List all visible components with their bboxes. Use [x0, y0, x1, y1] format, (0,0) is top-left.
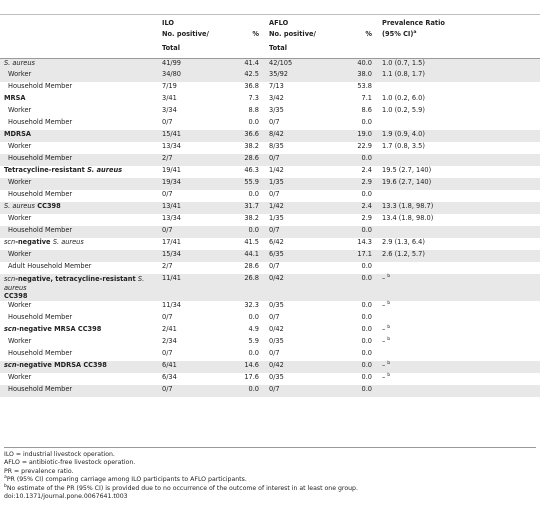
ilo-positive-total: 13/34: [162, 214, 182, 222]
prevalence-ratio-value: 1.0 (0.7, 1.5): [382, 58, 425, 67]
row-label-text: S. aureus: [4, 58, 35, 67]
row-label-italic-2: S. aureus: [4, 275, 145, 292]
table-row: [0, 373, 540, 385]
prevalence-ratio-cell: [378, 250, 540, 262]
footnote-a-sup: a: [4, 475, 7, 481]
aflo-positive-total: 35/92: [265, 70, 351, 82]
aflo-positive-total: 1/35: [269, 214, 284, 222]
row-label-text: Worker: [8, 106, 32, 114]
aflo-percent: 22.9: [357, 142, 372, 150]
table-row: [0, 118, 540, 130]
aflo-percent: 0.0: [361, 190, 372, 198]
row-label-text: MDRSA: [4, 130, 31, 138]
row-label-tail: -negative: [15, 238, 53, 246]
table-row: [0, 262, 540, 274]
aflo-percent: 2.4: [361, 166, 372, 174]
header-aflo-percent: %: [365, 30, 372, 38]
aflo-positive-total: 0/7: [265, 226, 351, 238]
header-ci-sup: a: [413, 29, 417, 35]
table-row: [0, 178, 540, 190]
footnote-b-text: No estimate of the PR (95% CI) is provided due to no occurrence of the outcome of interest in at least one group.: [6, 484, 358, 492]
row-label: [0, 130, 158, 142]
aflo-percent: 0.0: [361, 312, 372, 321]
aflo-percent: 0.0: [351, 385, 378, 397]
table-row: [0, 58, 540, 70]
ilo-percent: 0.0: [248, 190, 259, 198]
aflo-percent: 2.9: [361, 214, 372, 222]
ilo-percent: 8.8: [248, 106, 259, 114]
row-label-text: Worker: [8, 142, 32, 150]
header-row-1: [0, 14, 540, 30]
prevalence-ratio-value: 19.6 (2.7, 140): [382, 178, 432, 186]
table-row: [0, 94, 540, 106]
row-label-text: Tetracycline-resistant: [4, 166, 88, 174]
footnote-a-text: PR (95% CI) comparing carriage among ILO participants to AFLO participants.: [6, 476, 247, 484]
table-row: [0, 274, 540, 301]
prevalence-ratio-cell: [378, 226, 540, 238]
row-label-tail-2: CC398: [4, 292, 28, 301]
top-spacer: [0, 0, 540, 14]
row-label-tail: -negative MDRSA CC398: [16, 360, 107, 369]
ilo-percent: 7.3: [248, 94, 259, 102]
ilo-percent: 42.5: [238, 70, 265, 82]
row-label-text: Worker: [8, 336, 32, 345]
prevalence-ratio-cell: [378, 118, 540, 130]
row-label: [0, 214, 158, 226]
aflo-positive-total: 8/42: [265, 130, 351, 142]
aflo-positive-total: 3/42: [269, 94, 284, 102]
aflo-positive-total: 0/35: [269, 336, 284, 345]
table-row: [0, 106, 540, 118]
table-row: [0, 82, 540, 94]
header-aflo-total: Total: [269, 44, 288, 52]
row-label: [0, 238, 158, 250]
prevalence-ratio-sup: b: [387, 273, 391, 279]
ilo-positive-total: 6/34: [162, 372, 177, 381]
ilo-percent: 44.1: [238, 250, 265, 262]
aflo-positive-total: 0/42: [269, 324, 284, 333]
footnote-ilo: ILO = industrial livestock operation.: [4, 451, 115, 458]
table-row: [0, 190, 540, 202]
ilo-positive-total: 3/41: [162, 94, 177, 102]
prevalence-ratio-value: 19.5 (2.7, 140): [382, 166, 432, 174]
aflo-percent: 7.1: [361, 94, 372, 102]
aflo-positive-total: 1/35: [265, 178, 351, 190]
table-row: [0, 337, 540, 349]
ilo-positive-total: 19/41: [162, 166, 182, 174]
prevalence-ratio-cell: [378, 385, 540, 397]
ilo-positive-total: 15/41: [158, 130, 238, 142]
aflo-positive-total: 0/7: [269, 348, 280, 357]
row-label-italic: scn: [4, 238, 16, 246]
ilo-percent: 5.9: [248, 336, 259, 345]
row-label-text: Worker: [8, 250, 32, 258]
header-row-2: [0, 30, 540, 44]
row-label-italic: scn: [4, 275, 16, 283]
prevalence-ratio-cell: [378, 166, 540, 178]
table-footnotes: [4, 447, 536, 501]
header-row-3: [0, 44, 540, 58]
row-label-text: Household Member: [8, 384, 73, 393]
row-label-text: Worker: [8, 214, 32, 222]
aflo-positive-total: 0/7: [269, 312, 280, 321]
ilo-percent: 26.8: [238, 274, 265, 301]
header-ci: [378, 30, 540, 44]
table-row: [0, 301, 540, 313]
prevalence-ratio-cell: [378, 313, 540, 325]
prevalence-ratio-cell: [378, 274, 540, 301]
row-label-italic: scn: [4, 324, 17, 333]
row-label: [0, 325, 158, 337]
row-label-text: Household Member: [8, 154, 73, 162]
aflo-positive-total: 0/42: [265, 274, 351, 301]
aflo-percent: 0.0: [351, 154, 378, 166]
prevalence-ratio-cell: [378, 142, 540, 154]
ilo-positive-total: 2/7: [158, 154, 238, 166]
ilo-positive-total: 0/7: [158, 385, 238, 397]
ilo-positive-total: 19/34: [158, 178, 238, 190]
ilo-percent: 55.9: [238, 178, 265, 190]
prevalence-ratio-cell: [378, 106, 540, 118]
row-label-text: Worker: [8, 300, 32, 309]
ilo-positive-total: 17/41: [162, 238, 182, 246]
table-row: [0, 166, 540, 178]
aflo-positive-total: 3/35: [269, 106, 284, 114]
row-label-tail: -negative MRSA CC398: [16, 324, 102, 333]
row-label: [0, 301, 158, 313]
prevalence-ratio-value: 1.9 (0.9, 4.0): [382, 130, 425, 138]
ilo-percent: 46.3: [244, 166, 259, 174]
ilo-positive-total: 2/41: [162, 324, 177, 333]
ilo-percent: 14.6: [238, 361, 265, 373]
row-label-tail: CC398: [34, 202, 61, 210]
prevalence-ratio-cell: [378, 301, 540, 313]
ilo-percent: 36.8: [244, 82, 259, 90]
table-row: [0, 130, 540, 142]
row-label: [0, 118, 158, 130]
ilo-positive-total: 41/99: [158, 58, 238, 70]
ilo-percent: 28.6: [238, 154, 265, 166]
ilo-percent: 41.4: [238, 58, 265, 70]
row-label: [0, 202, 158, 214]
row-label-italic: S. aureus: [4, 202, 35, 210]
row-label-text: Adult Household Member: [8, 262, 92, 270]
prevalence-ratio-value: –: [382, 324, 386, 333]
header-ci-text: (95% CI): [382, 30, 414, 38]
table-row: [0, 349, 540, 361]
aflo-positive-total: 0/7: [269, 190, 280, 198]
prevalence-ratio-cell: [378, 349, 540, 361]
aflo-percent: 40.0: [351, 58, 378, 70]
row-label: [0, 82, 158, 94]
aflo-positive-total: 8/35: [269, 142, 284, 150]
prevalence-ratio-value: –: [382, 300, 386, 309]
row-label: [0, 178, 158, 190]
ilo-percent: 38.2: [244, 214, 259, 222]
prevalence-ratio-cell: [378, 70, 540, 82]
row-label-italic: S. aureus: [87, 166, 123, 174]
aflo-percent: 0.0: [361, 118, 372, 126]
ilo-percent: 28.6: [244, 262, 259, 270]
header-aflo-no-positive: No. positive/: [269, 30, 316, 38]
aflo-percent: 19.0: [351, 130, 378, 142]
row-label: [0, 94, 158, 106]
prevalence-ratio-value: 2.9 (1.3, 6.4): [382, 238, 425, 246]
row-label-text: Worker: [8, 178, 32, 186]
ilo-positive-total: 11/41: [158, 274, 238, 301]
prevalence-ratio-sup: b: [387, 324, 391, 330]
prevalence-ratio-cell: [378, 58, 540, 70]
footnote-aflo: AFLO = antibiotic-free livestock operation.: [4, 459, 136, 467]
prevalence-ratio-value: 13.4 (1.8, 98.0): [382, 214, 434, 222]
ilo-percent: 0.0: [248, 348, 259, 357]
aflo-percent: 2.4: [351, 202, 378, 214]
aflo-positive-total: 0/7: [269, 118, 280, 126]
header-ilo-total: Total: [162, 44, 181, 52]
row-label: [0, 385, 158, 397]
aflo-positive-total: 0/35: [269, 300, 284, 309]
row-label-italic-2: S. aureus: [52, 238, 84, 246]
ilo-positive-total: 34/80: [158, 70, 238, 82]
footnote-a: [4, 476, 536, 484]
row-label-text: Household Member: [8, 118, 73, 126]
aflo-percent: 0.0: [351, 361, 378, 373]
prevalence-ratio-cell: [378, 262, 540, 274]
row-label-text: Household Member: [8, 348, 73, 357]
prevalence-ratio-sup: b: [387, 372, 391, 378]
ilo-positive-total: 0/7: [162, 348, 173, 357]
prevalence-ratio-cell: [378, 154, 540, 166]
prevalence-ratio-value: 2.6 (1.2, 5.7): [382, 250, 425, 258]
ilo-positive-total: 3/34: [162, 106, 177, 114]
prevalence-ratio-value: –: [382, 360, 386, 369]
prevalence-ratio-cell: [378, 337, 540, 349]
aflo-percent: 0.0: [351, 226, 378, 238]
aflo-percent: 14.3: [357, 238, 372, 246]
row-label-text: Household Member: [8, 82, 73, 90]
ilo-positive-total: 13/34: [162, 142, 182, 150]
table-row: [0, 361, 540, 373]
prevalence-ratio-cell: [378, 178, 540, 190]
header-aflo: AFLO: [269, 18, 289, 27]
prevalence-ratio-sup: b: [387, 300, 391, 306]
ilo-percent: 38.2: [244, 142, 259, 150]
ilo-percent: 0.0: [238, 226, 265, 238]
ilo-positive-total: 0/7: [162, 190, 173, 198]
aflo-positive-total: 0/7: [265, 385, 351, 397]
footnote-b: [4, 485, 536, 493]
table-row: [0, 250, 540, 262]
prevalence-ratio-value: –: [382, 372, 386, 381]
ilo-positive-total: 0/7: [158, 226, 238, 238]
aflo-positive-total: 7/13: [269, 82, 284, 90]
aflo-percent: 0.0: [361, 336, 372, 345]
row-label-tail: -negative, tetracycline-resistant: [15, 275, 138, 283]
aflo-percent: 0.0: [361, 262, 372, 270]
aflo-percent: 0.0: [361, 348, 372, 357]
table-row: [0, 385, 540, 397]
aflo-percent: 53.8: [357, 82, 372, 90]
aflo-positive-total: 6/42: [269, 238, 284, 246]
ilo-percent: 0.0: [248, 312, 259, 321]
prevalence-ratio-value: 1.7 (0.8, 3.5): [382, 142, 425, 150]
aflo-percent: 0.0: [361, 372, 372, 381]
footnote-pr: PR = prevalence ratio.: [4, 467, 74, 475]
row-label-text: Worker: [8, 372, 32, 381]
row-label: [0, 373, 158, 385]
aflo-positive-total: 0/7: [265, 154, 351, 166]
ilo-percent: 41.5: [244, 238, 259, 246]
ilo-percent: 32.3: [244, 300, 259, 309]
row-label: [0, 190, 158, 202]
ilo-percent: 0.0: [248, 118, 259, 126]
ilo-percent: 0.0: [238, 385, 265, 397]
table-row: [0, 214, 540, 226]
prevalence-ratio-value: –: [382, 274, 386, 282]
header-ilo: ILO: [162, 18, 175, 27]
row-label: [0, 250, 158, 262]
prevalence-ratio-cell: [378, 238, 540, 250]
row-label-italic: scn: [4, 360, 17, 369]
aflo-percent: 17.1: [351, 250, 378, 262]
ilo-percent: 17.6: [244, 372, 259, 381]
prevalence-ratio-value: 1.1 (0.8, 1.7): [382, 70, 425, 78]
aflo-positive-total: 0/35: [269, 372, 284, 381]
aflo-positive-total: 1/42: [265, 202, 351, 214]
row-label-text: Household Member: [8, 190, 73, 198]
ilo-positive-total: 2/34: [162, 336, 177, 345]
ilo-positive-total: 0/7: [162, 312, 173, 321]
prevalence-ratio-cell: [378, 373, 540, 385]
row-label: [0, 262, 158, 274]
ilo-percent: 31.7: [238, 202, 265, 214]
ilo-positive-total: 11/34: [162, 300, 182, 309]
row-label: [0, 226, 158, 238]
prevalence-ratio-value: 13.3 (1.8, 98.7): [382, 202, 434, 210]
ilo-positive-total: 15/34: [158, 250, 238, 262]
row-label: [0, 349, 158, 361]
row-label: [0, 166, 158, 178]
table-row: [0, 226, 540, 238]
table-row: [0, 202, 540, 214]
aflo-percent: 0.0: [361, 324, 372, 333]
row-label: [0, 313, 158, 325]
aflo-percent: 2.9: [351, 178, 378, 190]
row-label: [0, 154, 158, 166]
table-row: [0, 154, 540, 166]
ilo-positive-total: 7/19: [162, 82, 177, 90]
row-label: [0, 337, 158, 349]
prevalence-ratio-sup: b: [387, 336, 391, 342]
row-label-text: Worker: [8, 70, 32, 78]
row-label: [0, 361, 158, 373]
table-row: [0, 238, 540, 250]
prevalence-ratio-sup: b: [387, 360, 391, 366]
ilo-positive-total: 2/7: [162, 262, 173, 270]
header-ilo-no-positive: No. positive/: [162, 30, 209, 38]
prevalence-ratio-value: 1.0 (0.2, 6.0): [382, 94, 425, 102]
row-label: [0, 58, 158, 70]
ilo-percent: 36.6: [238, 130, 265, 142]
prevalence-ratio-cell: [378, 361, 540, 373]
table-row: [0, 325, 540, 337]
prevalence-ratio-cell: [378, 130, 540, 142]
prevalence-ratio-value: 1.0 (0.2, 5.9): [382, 106, 425, 114]
prevalence-ratio-cell: [378, 82, 540, 94]
row-label: [0, 274, 158, 301]
aflo-positive-total: 0/7: [269, 262, 280, 270]
aflo-positive-total: 0/42: [265, 361, 351, 373]
ilo-percent: 4.9: [248, 324, 259, 333]
row-label: [0, 70, 158, 82]
aflo-positive-total: 42/105: [265, 58, 351, 70]
aflo-positive-total: 6/35: [265, 250, 351, 262]
row-label: [0, 142, 158, 154]
table-row: [0, 313, 540, 325]
header-ilo-percent: %: [252, 30, 259, 38]
footnote-doi: doi:10.1371/journal.pone.0067641.t003: [4, 493, 128, 501]
table-row: [0, 70, 540, 82]
header-prevalence-ratio: Prevalence Ratio: [382, 18, 445, 27]
table-row: [0, 142, 540, 154]
row-label-text: Household Member: [8, 226, 73, 234]
row-label-text: Household Member: [8, 312, 73, 321]
ilo-positive-total: 13/41: [158, 202, 238, 214]
row-label-text: MRSA: [4, 94, 26, 102]
prevalence-ratio-value: –: [382, 336, 386, 345]
ilo-positive-total: 6/41: [158, 361, 238, 373]
aflo-percent: 38.0: [351, 70, 378, 82]
footnote-b-sup: b: [4, 483, 7, 489]
prevalence-ratio-cell: [378, 325, 540, 337]
prevalence-ratio-cell: [378, 94, 540, 106]
aflo-positive-total: 1/42: [269, 166, 284, 174]
aflo-percent: 0.0: [351, 274, 378, 301]
prevalence-ratio-cell: [378, 202, 540, 214]
prevalence-ratio-cell: [378, 190, 540, 202]
header-blank: [0, 14, 158, 30]
aflo-percent: 8.6: [361, 106, 372, 114]
row-label: [0, 106, 158, 118]
ilo-positive-total: 0/7: [162, 118, 173, 126]
aflo-percent: 0.0: [361, 300, 372, 309]
prevalence-ratio-cell: [378, 214, 540, 226]
